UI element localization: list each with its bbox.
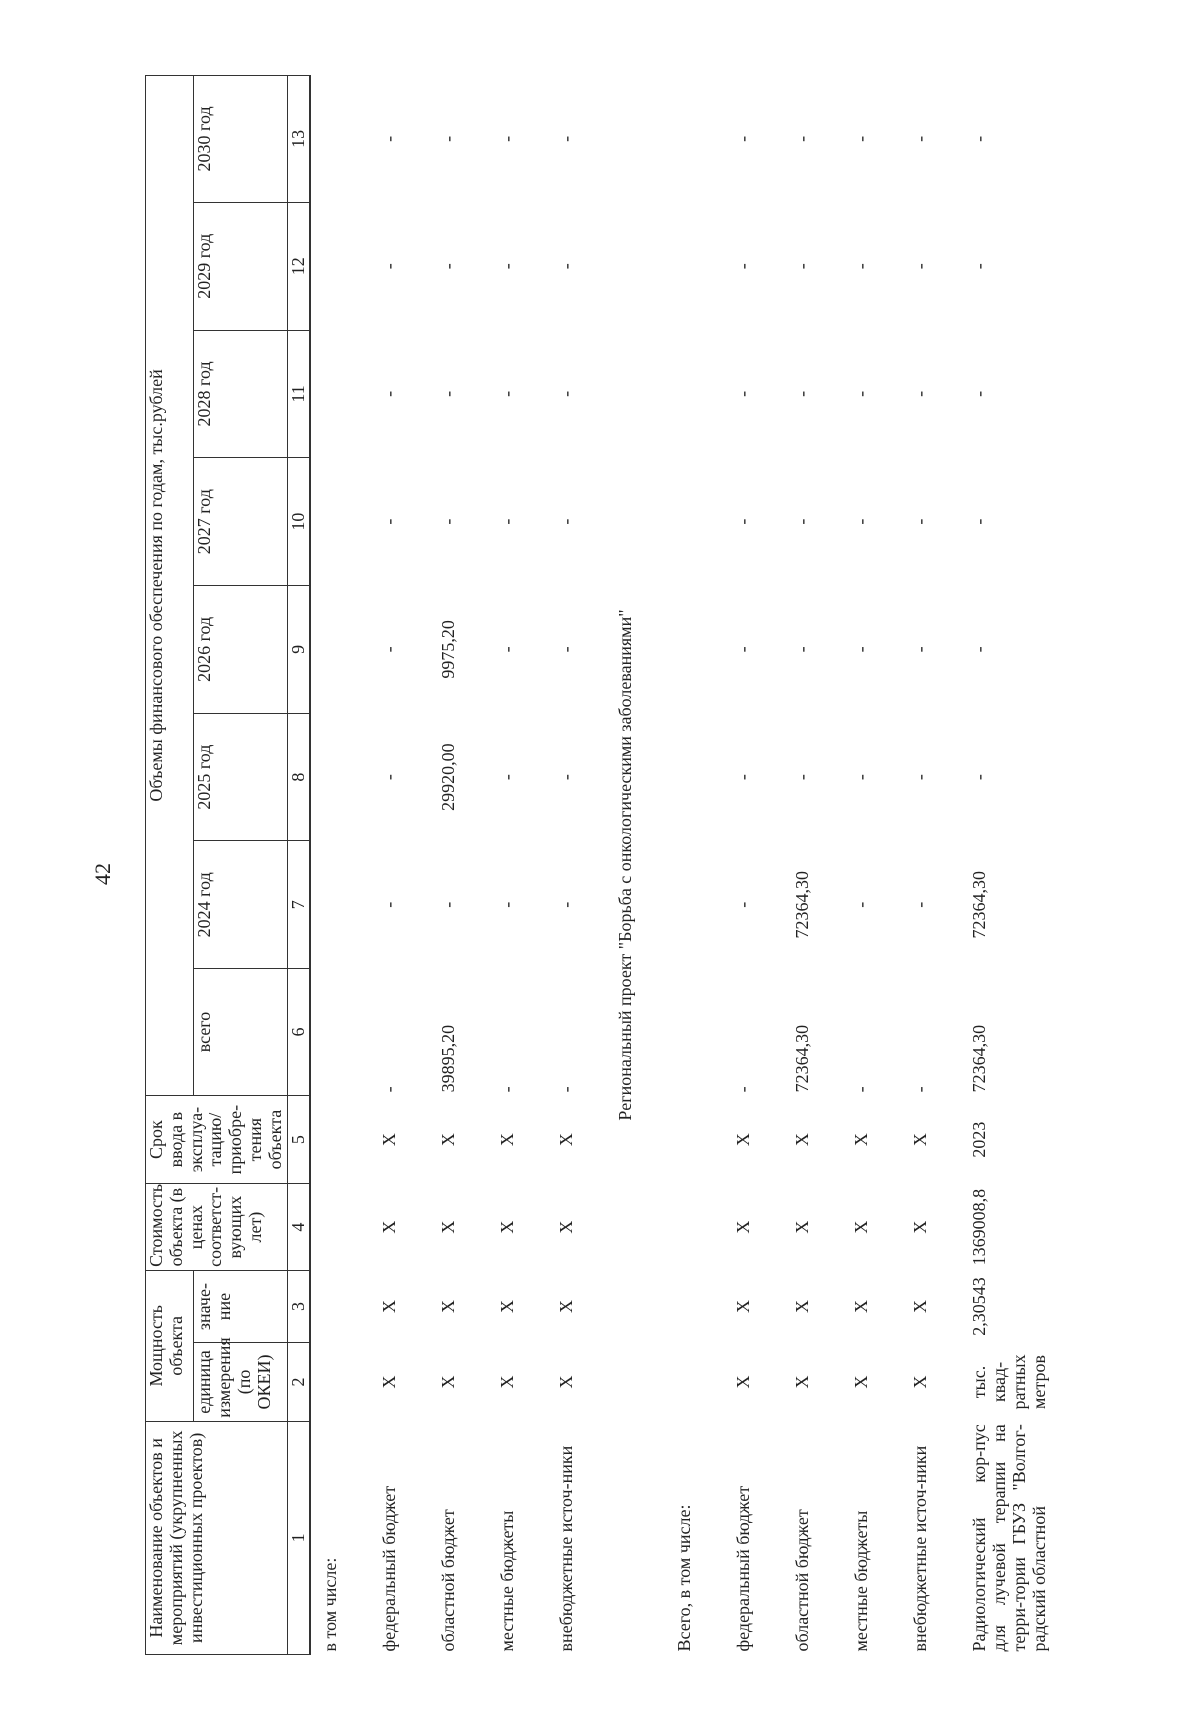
cell-value: X [733,1300,754,1314]
cell-year: - [969,263,990,270]
cell-year: - [792,135,813,142]
cell-year: - [733,135,754,142]
header-year: 2029 год [194,202,287,330]
cell-cost: X [792,1220,813,1234]
cell-unit: X [438,1375,459,1389]
row-label: областной бюджет [438,1509,459,1652]
table-header [146,76,311,1655]
cell-year: - [910,901,931,908]
column-number: 11 [287,330,310,458]
header-total: всего [194,969,287,1096]
section-label: Всего, в том числе: [674,1504,695,1652]
table-row [901,76,960,1655]
header-year: 2028 год [194,330,287,458]
cell-unit: X [792,1375,813,1389]
cell-year: - [851,518,872,525]
cell-year: - [379,774,400,781]
cell-year: - [497,390,518,397]
column-number: 9 [287,586,310,714]
cell-year: - [556,518,577,525]
cell-year: - [438,135,459,142]
row-label: областной бюджет [792,1509,813,1652]
column-number: 7 [287,841,310,969]
cell-year: - [556,390,577,397]
cell-year: - [733,774,754,781]
cell-value: X [792,1300,813,1314]
row-label: внебюджетные источ-ники [556,1445,577,1652]
cell-year: - [556,263,577,270]
cell-year: - [733,390,754,397]
cell-year: - [969,646,990,653]
table-row [724,76,783,1655]
header-year: 2027 год [194,458,287,586]
cell-total: 72364,30 [792,1024,813,1093]
column-number: 1 [287,1421,310,1654]
cell-term: X [556,1133,577,1147]
cell-year: - [379,135,400,142]
cell-year: - [969,518,990,525]
header-unit: единица измерения (по ОКЕИ) [194,1343,287,1421]
cell-total: 39895,20 [438,1024,459,1093]
cell-year: - [438,263,459,270]
cell-year: - [733,646,754,653]
cell-unit: X [497,1375,518,1389]
header-cost: Стоимость объекта (в ценах соответст-вующих лет) [146,1184,288,1270]
header-capacity-group: Мощность объекта [146,1270,194,1421]
header-year: 2030 год [194,76,287,203]
cell-year: - [969,774,990,781]
cell-year: - [556,135,577,142]
section-row [665,76,724,1655]
cell-term: X [379,1133,400,1147]
column-number: 10 [287,458,310,586]
cell-year: - [792,774,813,781]
row-label: федеральный бюджет [379,1485,400,1652]
cell-year: - [851,774,872,781]
table-row [547,76,606,1655]
cell-unit: X [733,1375,754,1389]
cell-year: - [851,901,872,908]
table-row [370,76,429,1655]
cell-cost: X [556,1220,577,1234]
column-number: 3 [287,1270,310,1342]
cell-total: - [497,1086,518,1093]
cell-year: - [792,518,813,525]
cell-year: - [556,901,577,908]
header-funding-group: Объемы финансового обеспечения по годам, тыс.рублей [146,76,194,1096]
cell-term: X [438,1133,459,1147]
column-number: 4 [287,1184,310,1270]
cell-year: - [438,390,459,397]
cell-term: X [792,1133,813,1147]
cell-cost: X [379,1220,400,1234]
cell-year: - [969,390,990,397]
cell-year: 29920,00 [438,743,459,811]
column-number: 12 [287,202,310,330]
header-year: 2024 год [194,841,287,969]
header-year: 2026 год [194,586,287,714]
cell-year: - [438,901,459,908]
cell-year: - [733,263,754,270]
cell-value: X [379,1300,400,1314]
cell-value: X [497,1300,518,1314]
cell-year: - [379,646,400,653]
cell-year: 9975,20 [438,620,459,679]
cell-year: 72364,30 [792,871,813,939]
cell-value: X [910,1300,931,1314]
column-number: 2 [287,1343,310,1421]
table-row [488,76,547,1655]
cell-year: - [497,263,518,270]
header-name: Наименование объектов и мероприятий (укрупненных инвестиционных проектов) [146,1421,288,1654]
cell-cost: X [733,1220,754,1234]
object-row [960,76,1050,1655]
cell-unit: X [556,1375,577,1389]
cell-year: 72364,30 [969,871,990,939]
row-label: внебюджетные источ-ники [910,1445,931,1652]
cell-total: - [733,1086,754,1093]
cell-cost: X [497,1220,518,1234]
cell-total: - [910,1086,931,1093]
cell-term: 2023 [969,1121,990,1158]
header-value: значе-ние [194,1270,287,1342]
header-term: Срок ввода в эксплуа-тацию/ приобре-тения объекта [146,1095,288,1184]
table-row [842,76,901,1655]
column-number: 5 [287,1095,310,1184]
cell-year: - [792,263,813,270]
table-row [429,76,488,1655]
section-row [310,76,370,1655]
cell-year: - [733,518,754,525]
cell-cost: 1369008,8 [969,1188,990,1266]
cell-year: - [851,135,872,142]
cell-year: - [851,646,872,653]
row-label: федеральный бюджет [733,1485,754,1652]
row-label: местные бюджеты [497,1510,518,1652]
table-row [783,76,842,1655]
cell-year: - [556,646,577,653]
cell-year: - [910,518,931,525]
cell-total: 72364,30 [969,1024,990,1093]
cell-term: X [851,1133,872,1147]
cell-value: 2,30543 [969,1277,990,1336]
project-title-row [606,76,665,1655]
cell-year: - [910,646,931,653]
cell-unit: X [379,1375,400,1389]
cell-year: - [910,390,931,397]
section-label: в том числе: [320,1557,341,1652]
cell-year: - [851,263,872,270]
cell-year: - [379,263,400,270]
cell-year: - [497,646,518,653]
cell-year: - [910,263,931,270]
header-year: 2025 год [194,713,287,841]
cell-cost: X [851,1220,872,1234]
cell-year: - [379,901,400,908]
column-number: 13 [287,76,310,203]
cell-year: - [556,774,577,781]
cell-year: - [969,135,990,142]
cell-year: - [910,135,931,142]
cell-value: X [556,1300,577,1314]
cell-year: - [497,901,518,908]
cell-year: - [910,774,931,781]
cell-term: X [910,1133,931,1147]
cell-value: X [851,1300,872,1314]
cell-unit: X [910,1375,931,1389]
project-title: Региональный проект "Борьба с онкологическими заболеваниями" [615,609,636,1121]
cell-value: X [438,1300,459,1314]
table-body [310,76,1050,1655]
page-number: 42 [90,863,115,885]
cell-year: - [497,518,518,525]
column-number: 6 [287,969,310,1096]
cell-total: - [851,1086,872,1093]
cell-year: - [379,390,400,397]
cell-year: - [792,646,813,653]
cell-total: - [556,1086,577,1093]
cell-term: X [497,1133,518,1147]
funding-table [145,75,1051,1655]
cell-unit: тыс. квад-ратных метров [969,1354,1049,1410]
cell-unit: X [851,1375,872,1389]
cell-term: X [733,1133,754,1147]
object-name: Радиологический кор-пус для лучевой терапии на терри-тории ГБУЗ "Волгог-радский областной [969,1424,1049,1652]
cell-cost: X [438,1220,459,1234]
row-label: местные бюджеты [851,1510,872,1652]
cell-year: - [497,135,518,142]
column-number: 8 [287,713,310,841]
cell-year: - [438,518,459,525]
cell-year: - [733,901,754,908]
cell-year: - [497,774,518,781]
cell-total: - [379,1086,400,1093]
cell-year: - [851,390,872,397]
cell-year: - [379,518,400,525]
rotated-table-container [145,75,1165,1655]
cell-cost: X [910,1220,931,1234]
cell-year: - [792,390,813,397]
